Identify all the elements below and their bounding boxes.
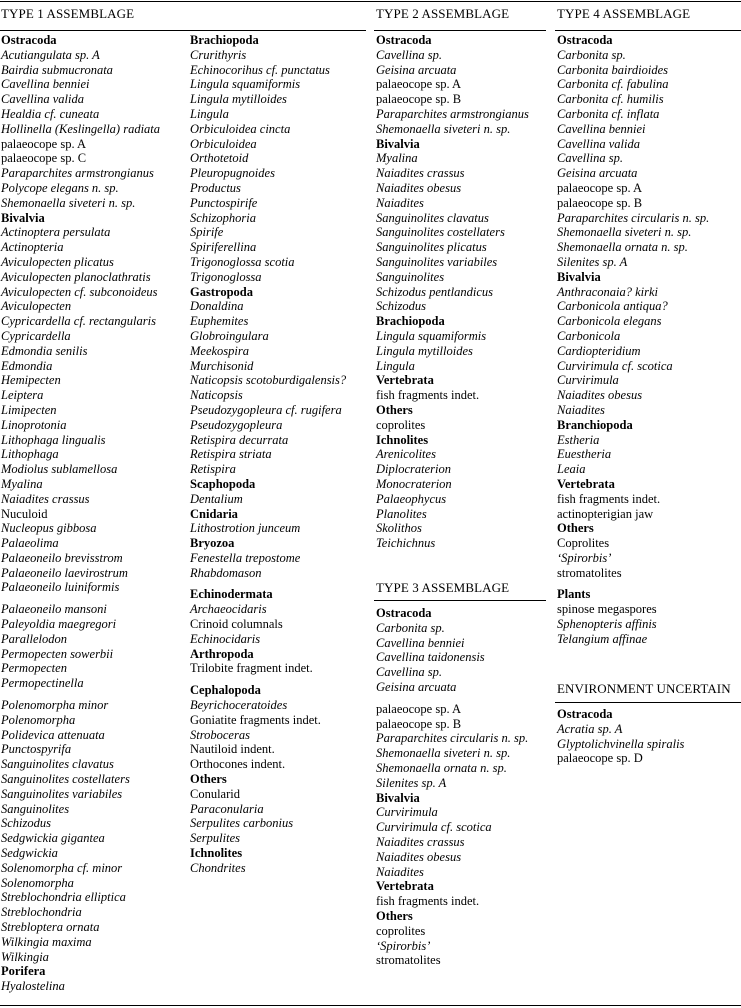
taxon-entry: Sanguinolites variabiles: [376, 254, 498, 269]
taxon-entry: Palaeoneilo laevirostrum: [1, 565, 128, 580]
taxon-entry: Naiadites crassus: [376, 834, 465, 849]
taxon-entry: Archaeocidaris: [190, 602, 267, 617]
taxon-entry: Lithostrotion junceum: [190, 521, 301, 536]
taxon-entry: palaeocope sp. B: [376, 716, 462, 731]
taxon-group-heading: Arthropoda: [190, 646, 254, 661]
taxon-entry: Streblochondria: [1, 905, 82, 920]
taxon-entry: Bairdia submucronata: [1, 62, 113, 77]
taxon-entry: Shemonaella siveteri n. sp.: [1, 195, 136, 210]
taxon-entry: Cavellina sp.: [376, 665, 442, 680]
taxon-group-heading: Ostracoda: [557, 33, 613, 47]
taxon-entry: Healdia cf. cuneata: [1, 106, 100, 121]
taxon-entry: Geisina arcuata: [557, 166, 638, 181]
type3-header: TYPE 3 ASSEMBLAGE: [376, 580, 510, 595]
taxon-entry: Pseudozygopleura: [190, 417, 283, 432]
taxon-entry: Trilobite fragment indet.: [190, 661, 313, 676]
taxon-entry: Lingula: [190, 106, 229, 121]
type4-column: [557, 33, 709, 647]
taxon-entry: Sphenopteris affinis: [557, 617, 657, 632]
taxon-entry: palaeocope sp. B: [557, 195, 643, 210]
taxon-entry: Skolithos: [376, 521, 422, 536]
type4-header: TYPE 4 ASSEMBLAGE: [557, 6, 691, 21]
taxon-entry: Paraparchites armstrongianus: [1, 166, 154, 181]
taxon-entry: Limipecten: [1, 402, 57, 417]
taxon-entry: Permopecten sowerbii: [1, 646, 114, 661]
taxon-entry: Polenomorpha: [1, 712, 76, 727]
taxon-group-heading: Porifera: [1, 964, 46, 979]
taxon-entry: Modiolus sublamellosa: [1, 462, 118, 477]
taxon-group-heading: Cephalopoda: [190, 683, 261, 698]
taxon-group-heading: Branchiopoda: [557, 417, 633, 432]
taxon-entry: Serpulites carbonius: [190, 816, 294, 831]
taxon-entry: Telangium affinae: [557, 631, 648, 646]
taxon-entry: Lingula squamiformis: [376, 328, 487, 343]
taxon-entry: Coprolites: [557, 536, 610, 551]
taxon-entry: Trigonoglossa scotia: [190, 254, 295, 269]
taxon-entry: Naiadites crassus: [376, 166, 465, 181]
taxon-entry: Shemonaella ornata n. sp.: [376, 760, 507, 775]
spacer: [190, 676, 346, 683]
taxon-entry: Geisina arcuata: [376, 62, 457, 77]
taxon-entry: spinose megaspores: [557, 602, 657, 617]
taxon-entry: Sanguinolites clavatus: [1, 757, 114, 772]
taxon-entry: ‘Spirorbis’: [376, 938, 431, 953]
taxon-entry: Wilkingia: [1, 949, 49, 964]
taxon-entry: Retispira striata: [190, 447, 272, 462]
taxon-group-heading: Cnidaria: [190, 506, 238, 521]
taxon-group-heading: Ichnolites: [376, 432, 429, 447]
taxon-entry: Curvirimula cf. scotica: [376, 820, 492, 835]
taxon-entry: Dentalium: [190, 491, 243, 506]
header-rule-type4: [555, 30, 741, 31]
taxon-entry: Cardiopteridium: [557, 343, 641, 358]
taxon-entry: Orbiculoidea cincta: [190, 121, 291, 136]
taxon-entry: Hollinella (Keslingella) radiata: [1, 121, 161, 136]
taxon-entry: Crinoid columnals: [190, 617, 283, 632]
taxon-entry: Cavellina valida: [1, 92, 84, 107]
taxon-entry: Hyalostelina: [1, 979, 65, 994]
taxon-entry: Naiadites crassus: [1, 491, 90, 506]
taxon-entry: Naiadites: [557, 402, 605, 417]
type1-column-left: [1, 33, 160, 994]
taxon-entry: Strebloptera ornata: [1, 920, 100, 935]
taxon-entry: Paraparchites circularis n. sp.: [376, 731, 529, 746]
header-rule-type3: [374, 600, 546, 601]
taxon-entry: Donaldina: [190, 299, 244, 314]
taxon-group-heading: Others: [376, 402, 413, 417]
taxon-group-heading: Ostracoda: [376, 33, 432, 47]
taxon-group-heading: Brachiopoda: [190, 33, 259, 47]
header-rule-type1: [0, 30, 366, 31]
taxon-entry: Carbonita sp.: [376, 620, 445, 635]
taxon-entry: Productus: [190, 180, 241, 195]
spacer: [376, 695, 528, 702]
taxon-entry: Schizodus: [376, 299, 426, 314]
taxon-group-heading: Echinodermata: [190, 587, 273, 602]
taxon-entry: Palaeoneilo mansoni: [1, 602, 107, 617]
taxon-entry: Orthotetoid: [190, 151, 249, 166]
taxon-group-heading: Scaphopoda: [190, 476, 256, 491]
taxon-entry: coprolites: [376, 417, 426, 432]
type1-header: TYPE 1 ASSEMBLAGE: [1, 6, 135, 21]
taxon-entry: Rhabdomason: [190, 565, 262, 580]
taxon-group-heading: Bryozoa: [190, 536, 235, 551]
taxon-entry: Punctospirife: [190, 195, 258, 210]
taxon-group-heading: Bivalvia: [376, 790, 420, 805]
taxon-entry: Carbonita cf. humilis: [557, 92, 664, 107]
taxon-entry: Cavellina benniei: [557, 121, 646, 136]
taxon-entry: Retispira decurrata: [190, 432, 289, 447]
header-rule-uncertain: [555, 702, 741, 703]
taxon-entry: Edmondia senilis: [1, 343, 88, 358]
taxon-entry: Naticopsis scotoburdigalensis?: [190, 373, 347, 388]
taxon-group-heading: Brachiopoda: [376, 314, 445, 329]
taxon-entry: Myalina: [1, 476, 43, 491]
taxon-entry: Solenomorpha: [1, 875, 74, 890]
taxon-entry: Monocraterion: [376, 476, 452, 491]
taxon-entry: Silenites sp. A: [376, 775, 447, 790]
taxon-entry: Sanguinolites plicatus: [376, 240, 487, 255]
taxon-entry: palaeocope sp. A: [376, 77, 462, 92]
taxon-entry: Nucleopus gibbosa: [1, 521, 97, 536]
taxon-entry: Cavellina benniei: [376, 635, 465, 650]
taxon-entry: Murchisonid: [190, 358, 254, 373]
taxon-entry: Edmondia: [1, 358, 53, 373]
taxon-entry: Curvirimula cf. scotica: [557, 358, 673, 373]
taxon-entry: actinopterigian jaw: [557, 506, 654, 521]
taxon-entry: Paraparchites circularis n. sp.: [557, 210, 710, 225]
taxon-entry: Planolites: [376, 506, 427, 521]
taxon-entry: Schizodus pentlandicus: [376, 284, 494, 299]
taxon-entry: Lithophaga lingualis: [1, 432, 106, 447]
taxon-entry: Spirife: [190, 225, 224, 240]
taxon-entry: stromatolites: [557, 565, 622, 580]
taxon-entry: stromatolites: [376, 953, 441, 968]
taxon-group-heading: Vertebrata: [376, 879, 434, 894]
top-rule: [0, 1, 741, 2]
taxon-entry: Cavellina sp.: [557, 151, 623, 166]
taxon-entry: Goniatite fragments indet.: [190, 712, 321, 727]
taxon-entry: Serpulites: [190, 831, 240, 846]
taxon-group-heading: Bivalvia: [557, 269, 601, 284]
taxon-entry: Leaia: [557, 462, 586, 477]
taxon-entry: Polenomorpha minor: [1, 698, 109, 713]
taxon-entry: Leiptera: [1, 388, 44, 403]
taxon-entry: Sanguinolites costellaters: [376, 225, 505, 240]
taxon-entry: Schizodus: [1, 816, 51, 831]
taxon-entry: palaeocope sp. B: [376, 92, 462, 107]
taxon-entry: Myalina: [376, 151, 418, 166]
taxon-entry: Sanguinolites: [376, 269, 445, 284]
taxon-entry: Carbonicola: [557, 328, 621, 343]
taxon-entry: Globroingulara: [190, 328, 269, 343]
taxon-entry: Carbonita cf. inflata: [557, 106, 660, 121]
type2-column: [376, 33, 529, 551]
taxon-entry: Naiadites: [376, 195, 424, 210]
taxon-entry: Cypricardella: [1, 328, 71, 343]
type2-header: TYPE 2 ASSEMBLAGE: [376, 6, 510, 21]
taxon-entry: Sanguinolites: [1, 801, 70, 816]
taxon-entry: Euphemites: [190, 314, 249, 329]
taxon-entry: palaeocope sp. A: [1, 136, 87, 151]
taxon-entry: palaeocope sp. A: [557, 180, 643, 195]
taxon-entry: Estheria: [557, 432, 600, 447]
taxon-entry: Lingula mytilloides: [190, 92, 287, 107]
taxon-entry: Lingula: [376, 358, 415, 373]
taxon-entry: Naiadites obesus: [557, 388, 643, 403]
taxon-entry: Glyptolichvinella spiralis: [557, 736, 685, 751]
taxon-entry: Nuculoid: [1, 506, 48, 521]
taxon-entry: Diplocraterion: [376, 462, 451, 477]
taxon-entry: Sanguinolites variabiles: [1, 786, 123, 801]
taxon-group-heading: Bivalvia: [1, 210, 45, 225]
taxon-group-heading: Vertebrata: [557, 476, 615, 491]
taxon-entry: Arenicolites: [376, 447, 436, 462]
taxon-entry: Paleyoldia maegregori: [1, 617, 117, 632]
taxon-entry: Permopecten: [1, 661, 67, 676]
taxon-entry: Carbonicola elegans: [557, 314, 662, 329]
taxon-entry: Naiadites: [376, 864, 424, 879]
bottom-rule: [0, 1005, 741, 1006]
taxon-entry: ‘Spirorbis’: [557, 550, 612, 565]
taxon-entry: Linoprotonia: [1, 417, 67, 432]
taxon-entry: Wilkingia maxima: [1, 934, 92, 949]
taxon-group-heading: Plants: [557, 587, 591, 602]
taxon-group-heading: Ostracoda: [557, 707, 613, 721]
taxon-entry: Shemonaella siveteri n. sp.: [376, 746, 511, 761]
taxon-entry: Naiadites obesus: [376, 849, 462, 864]
taxon-entry: Echinocorihus cf. punctatus: [190, 62, 330, 77]
taxon-group-heading: Vertebrata: [376, 373, 434, 388]
taxon-group-heading: Ichnolites: [190, 846, 243, 861]
taxon-entry: Sanguinolites clavatus: [376, 210, 489, 225]
taxon-entry: Cavellina taidonensis: [376, 650, 485, 665]
uncertain-column: [557, 707, 684, 766]
taxon-entry: Palaeoneilo brevisstrom: [1, 550, 123, 565]
taxon-entry: Silenites sp. A: [557, 254, 628, 269]
type3-column: [376, 606, 528, 968]
taxon-entry: Conularid: [190, 786, 240, 801]
taxon-entry: Schizophoria: [190, 210, 256, 225]
taxon-entry: Naticopsis: [190, 388, 243, 403]
taxon-entry: Stroboceras: [190, 727, 250, 742]
taxon-entry: Lingula squamiformis: [190, 77, 301, 92]
taxon-entry: Shemonaella siveteri n. sp.: [376, 121, 511, 136]
taxon-entry: Cavellina valida: [557, 136, 640, 151]
taxon-entry: Euestheria: [557, 447, 612, 462]
taxon-entry: Palaeolima: [1, 536, 59, 551]
taxon-entry: Retispira: [190, 462, 236, 477]
taxon-entry: Echinocidaris: [190, 631, 261, 646]
taxon-entry: Spiriferellina: [190, 240, 257, 255]
taxon-entry: Aviculopecten planoclathratis: [1, 269, 151, 284]
taxon-group-heading: Others: [376, 908, 413, 923]
taxon-entry: Palaeophycus: [376, 491, 447, 506]
taxon-entry: Cavellina benniei: [1, 77, 90, 92]
taxon-entry: Pseudozygopleura cf. rugifera: [190, 402, 342, 417]
taxon-entry: Actinoptera persulata: [1, 225, 111, 240]
taxon-entry: Parallelodon: [1, 631, 67, 646]
taxon-group-heading: Others: [190, 772, 227, 787]
taxon-group-heading: Others: [557, 521, 594, 536]
taxon-entry: Carbonita bairdioides: [557, 62, 669, 77]
taxon-entry: Sanguinolites costellaters: [1, 772, 130, 787]
taxon-entry: Acratia sp. A: [557, 721, 623, 736]
taxon-entry: Orbiculoidea: [190, 136, 257, 151]
taxon-entry: palaeocope sp. C: [1, 151, 87, 166]
taxon-entry: coprolites: [376, 923, 426, 938]
taxon-entry: Aviculopecten plicatus: [1, 254, 114, 269]
taxon-entry: Curvirimula: [557, 373, 619, 388]
taxon-entry: Polycope elegans n. sp.: [1, 180, 119, 195]
taxon-entry: Paraconularia: [190, 801, 264, 816]
taxon-entry: Aviculopecten cf. subconoideus: [1, 284, 158, 299]
taxon-entry: fish fragments indet.: [376, 388, 480, 403]
taxon-entry: Cavellina sp.: [376, 47, 442, 62]
taxon-entry: fish fragments indet.: [557, 491, 661, 506]
header-rule-type2: [374, 30, 546, 31]
taxon-entry: Actinopteria: [1, 240, 64, 255]
uncertain-header: ENVIRONMENT UNCERTAIN: [557, 681, 731, 696]
taxon-entry: Punctospyrifa: [1, 742, 72, 757]
spacer: [1, 691, 160, 698]
taxon-entry: Orthocones indent.: [190, 757, 286, 772]
taxon-entry: Anthraconaia? kirki: [557, 284, 659, 299]
taxon-entry: Acutiangulata sp. A: [1, 47, 100, 62]
taxon-entry: Curvirimula: [376, 805, 438, 820]
taxon-group-heading: Bivalvia: [376, 136, 420, 151]
taxon-entry: Nautiloid indent.: [190, 742, 275, 757]
taxon-entry: fish fragments indet.: [376, 894, 480, 909]
taxon-entry: Geisina arcuata: [376, 679, 457, 694]
taxon-entry: Aviculopecten: [1, 299, 72, 314]
spacer: [190, 580, 346, 587]
taxon-entry: Trigonoglossa: [190, 269, 262, 284]
taxon-entry: Carbonita cf. fabulina: [557, 77, 669, 92]
taxon-entry: Permopectinella: [1, 676, 84, 691]
taxon-entry: Chondrites: [190, 860, 246, 875]
taxon-entry: Naiadites obesus: [376, 180, 462, 195]
taxon-entry: Solenomorpha cf. minor: [1, 860, 123, 875]
taxon-entry: Shemonaella siveteri n. sp.: [557, 225, 692, 240]
taxon-group-heading: Gastropoda: [190, 284, 253, 299]
taxon-entry: Polidevica attenuata: [1, 727, 105, 742]
taxon-group-heading: Ostracoda: [376, 606, 432, 620]
taxon-group-heading: Ostracoda: [1, 33, 57, 47]
spacer: [1, 595, 160, 602]
taxon-entry: Lithophaga: [1, 447, 59, 462]
taxon-entry: Fenestella trepostome: [190, 550, 301, 565]
taxon-entry: Crurithyris: [190, 47, 247, 62]
taxon-entry: Shemonaella ornata n. sp.: [557, 240, 688, 255]
taxon-entry: Carbonicola antiqua?: [557, 299, 668, 314]
taxon-entry: Sedgwickia: [1, 846, 58, 861]
taxon-entry: Teichichnus: [376, 536, 436, 551]
taxon-entry: Paraparchites armstrongianus: [376, 106, 529, 121]
taxon-entry: palaeocope sp. A: [376, 701, 462, 716]
taxon-entry: Pleuropugnoides: [190, 166, 275, 181]
taxon-entry: palaeocope sp. D: [557, 751, 643, 766]
taxon-entry: Lingula mytilloides: [376, 343, 473, 358]
taxon-entry: Beyrichoceratoides: [190, 698, 288, 713]
spacer: [557, 580, 709, 587]
taxon-entry: Streblochondria elliptica: [1, 890, 126, 905]
taxon-entry: Palaeoneilo luiniformis: [1, 580, 120, 595]
taxon-entry: Meekospira: [190, 343, 250, 358]
taxon-entry: Sedgwickia gigantea: [1, 831, 105, 846]
type1-column-right: [190, 33, 346, 876]
taxon-entry: Hemipecten: [1, 373, 61, 388]
taxon-entry: Cypricardella cf. rectangularis: [1, 314, 156, 329]
taxon-entry: Carbonita sp.: [557, 47, 626, 62]
